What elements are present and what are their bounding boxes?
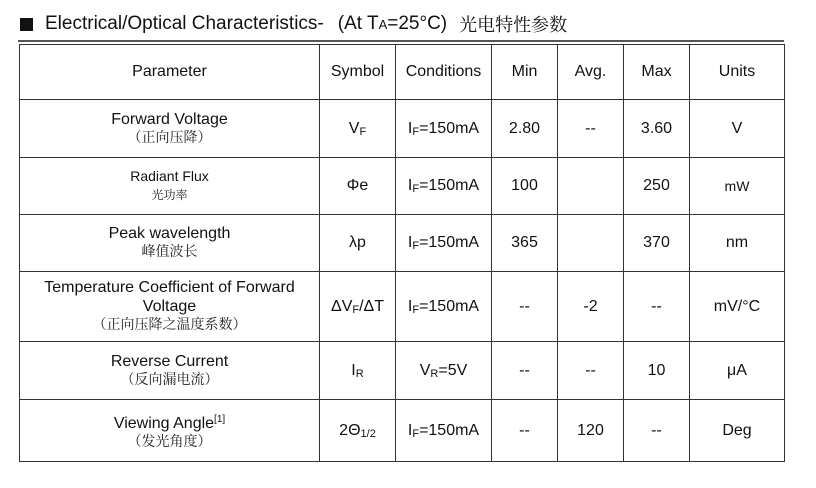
- parameter-cell: [20, 342, 320, 400]
- units-cell: Deg: [690, 400, 785, 462]
- parameter-name: Peak wavelength: [108, 225, 231, 242]
- parameter-cell: [20, 100, 320, 158]
- condition-cell: IF=150mA: [396, 100, 492, 158]
- condition-cell: IF=150mA: [396, 272, 492, 342]
- column-header: Conditions: [396, 45, 492, 100]
- parameter-name-cn: 峰值波长: [141, 244, 198, 260]
- table-row: [20, 158, 785, 215]
- parameter-name: Forward Voltage: [111, 110, 228, 128]
- min-cell: 100: [492, 158, 558, 215]
- title-condition: (At TA=25°C): [337, 13, 448, 34]
- column-header: Min: [492, 45, 558, 100]
- parameter-cell: [20, 215, 320, 272]
- max-cell: 370: [624, 215, 690, 272]
- table-row: [20, 215, 785, 272]
- min-cell: 2.80: [492, 100, 558, 158]
- symbol-cell: IR: [320, 342, 396, 400]
- parameter-name-cn: （反向漏电流）: [120, 371, 219, 388]
- characteristics-table: [19, 44, 785, 462]
- units-cell: V: [690, 100, 785, 158]
- condition-cell: IF=150mA: [396, 215, 492, 272]
- parameter-name: Radiant Flux: [130, 168, 209, 184]
- symbol-cell: 2Θ1/2: [320, 400, 396, 462]
- units-cell: mV/°C: [690, 272, 785, 342]
- max-cell: 250: [624, 158, 690, 215]
- footnote-marker: [1]: [214, 413, 226, 425]
- avg-cell: --: [558, 100, 624, 158]
- table-row: [20, 272, 785, 342]
- section-title: [18, 8, 784, 42]
- parameter-name: Reverse Current: [110, 352, 229, 370]
- max-cell: 10: [624, 342, 690, 400]
- units-cell: nm: [690, 215, 785, 272]
- min-cell: --: [492, 400, 558, 462]
- max-cell: 3.60: [624, 100, 690, 158]
- avg-cell: [558, 215, 624, 272]
- symbol-cell: ΔVF/ΔT: [320, 272, 396, 342]
- parameter-cell: [20, 272, 320, 342]
- parameter-name-cn: （发光角度）: [127, 433, 212, 450]
- table-row: [20, 342, 785, 400]
- bullet-square-icon: [20, 18, 33, 31]
- avg-cell: 120: [558, 400, 624, 462]
- column-header: Avg.: [558, 45, 624, 100]
- min-cell: --: [492, 342, 558, 400]
- parameter-cell: [20, 158, 320, 215]
- avg-cell: --: [558, 342, 624, 400]
- condition-cell: IF=150mA: [396, 400, 492, 462]
- parameter-name-cn: （正向压降）: [127, 129, 212, 146]
- parameter-name-cn: 光功率: [151, 188, 188, 202]
- symbol-cell: VF: [320, 100, 396, 158]
- avg-cell: -2: [558, 272, 624, 342]
- parameter-cell: [20, 400, 320, 462]
- table-row: [20, 100, 785, 158]
- max-cell: --: [624, 272, 690, 342]
- units-cell: μA: [690, 342, 785, 400]
- condition-cell: IF=150mA: [396, 158, 492, 215]
- symbol-cell: Φe: [320, 158, 396, 215]
- column-header: Symbol: [320, 45, 396, 100]
- title-text: Electrical/Optical Characteristics-: [45, 13, 324, 34]
- column-header: Max: [624, 45, 690, 100]
- column-header: Units: [690, 45, 785, 100]
- parameter-name-continued: Voltage: [142, 298, 197, 315]
- symbol-cell: λp: [320, 215, 396, 272]
- units-cell: mW: [690, 158, 785, 215]
- max-cell: --: [624, 400, 690, 462]
- parameter-name: Viewing Angle[1]: [113, 413, 226, 432]
- parameter-name-cn: （正向压降之温度系数）: [92, 317, 247, 333]
- title-chinese: 光电特性参数: [459, 15, 568, 36]
- table-header-row: [20, 45, 785, 100]
- condition-cell: VR=5V: [396, 342, 492, 400]
- avg-cell: [558, 158, 624, 215]
- column-header: Parameter: [20, 45, 320, 100]
- min-cell: 365: [492, 215, 558, 272]
- table-row: [20, 400, 785, 462]
- parameter-name: Temperature Coefficient of Forward: [44, 279, 295, 296]
- min-cell: --: [492, 272, 558, 342]
